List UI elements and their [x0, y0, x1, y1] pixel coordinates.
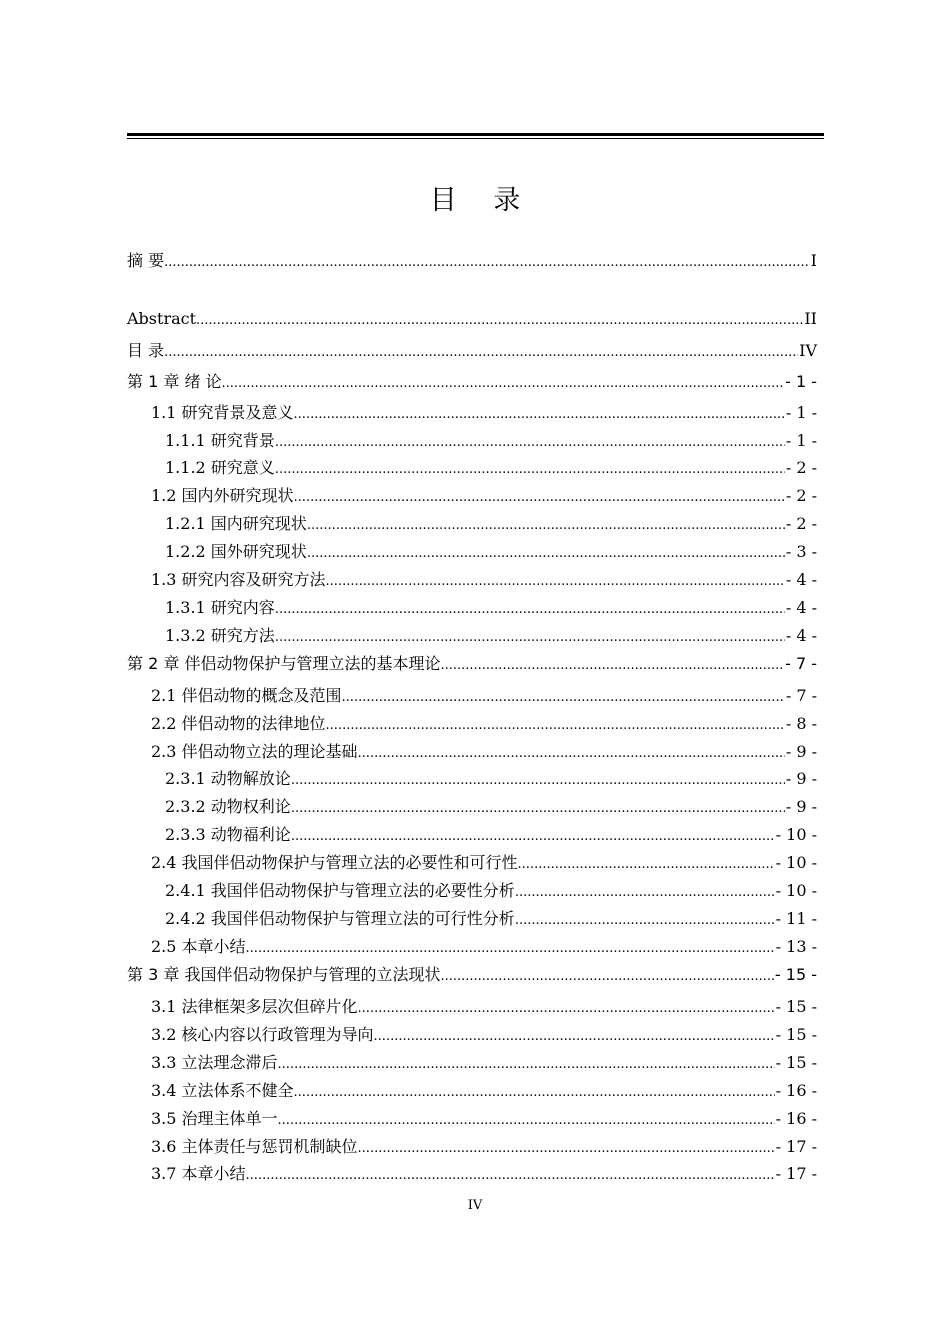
toc-entry-label: 3.6 主体责任与惩罚机制缺位 [151, 1137, 358, 1156]
toc-leader-dots [515, 882, 775, 904]
toc-entry[interactable] [151, 1108, 817, 1130]
toc-leader-dots [291, 798, 785, 820]
toc-leader-dots [275, 432, 785, 454]
toc-entry-label: 1.1.2 研究意义 [165, 458, 275, 477]
toc-leader-dots [275, 627, 785, 649]
toc-entry-page: - 4 - [785, 570, 817, 589]
toc-entry[interactable] [165, 768, 817, 790]
toc-entry-label: Abstract [127, 309, 197, 328]
page-number-footer: IV [467, 1198, 483, 1213]
toc-entry-page: - 1 - [785, 403, 817, 422]
toc-entry[interactable] [151, 1080, 817, 1102]
toc-entry-label: 1.2 国内外研究现状 [151, 486, 294, 505]
toc-entry-label: 3.1 法律框架多层次但碎片化 [151, 997, 358, 1016]
toc-entry-label: 1.1.1 研究背景 [165, 431, 275, 450]
toc-entry-page: II [804, 309, 817, 328]
toc-entry-page: - 9 - [785, 797, 817, 816]
header-rule-thick [127, 133, 824, 136]
toc-entry[interactable] [165, 597, 817, 619]
toc-entry-page: - 16 - [775, 1081, 817, 1100]
toc-entry-page: - 1 - [785, 372, 817, 391]
toc-entry[interactable] [151, 741, 817, 763]
toc-entry-page: - 4 - [785, 598, 817, 617]
toc-entry[interactable] [151, 569, 817, 591]
toc-leader-dots [294, 1082, 775, 1104]
toc-entry-page: - 15 - [775, 1053, 817, 1072]
toc-leader-dots [278, 1110, 775, 1132]
toc-entry-label: 2.2 伴侣动物的法律地位 [151, 714, 326, 733]
toc-entry-page: - 4 - [785, 626, 817, 645]
toc-entry-page: - 7 - [785, 686, 817, 705]
toc-entry-page: - 2 - [785, 514, 817, 533]
toc-entry[interactable] [151, 936, 817, 958]
toc-entry[interactable] [151, 1136, 817, 1158]
toc-entry-label: 2.3.2 动物权利论 [165, 797, 291, 816]
toc-entry[interactable] [165, 796, 817, 818]
toc-entry-label: 1.2.1 国内研究现状 [165, 514, 307, 533]
toc-entry-label: 摘 要 [127, 251, 165, 270]
toc-entry-page: - 9 - [785, 742, 817, 761]
toc-entry-label: 2.1 伴侣动物的概念及范围 [151, 686, 342, 705]
toc-entry-page: - 16 - [775, 1109, 817, 1128]
toc-entry[interactable] [127, 308, 817, 330]
toc-entry-page: - 11 - [775, 909, 817, 928]
toc-entry-label: 3.5 治理主体单一 [151, 1109, 278, 1128]
toc-leader-dots [294, 404, 785, 426]
toc-entry-page: - 15 - [775, 1025, 817, 1044]
toc-entry-page: - 17 - [775, 1137, 817, 1156]
toc-leader-dots [358, 743, 785, 765]
toc-entry-label: 2.4 我国伴侣动物保护与管理立法的必要性和可行性 [151, 853, 518, 872]
toc-entry[interactable] [165, 908, 817, 930]
toc-entry[interactable] [127, 371, 817, 393]
toc-entry-label: 第 3 章 我国伴侣动物保护与管理的立法现状 [127, 965, 441, 984]
toc-entry[interactable] [151, 713, 817, 735]
toc-leader-dots [307, 543, 785, 565]
toc-entry[interactable] [165, 513, 817, 535]
toc-entry-label: 3.4 立法体系不健全 [151, 1081, 294, 1100]
toc-entry-label: 1.1 研究背景及意义 [151, 403, 294, 422]
toc-leader-dots [440, 655, 784, 677]
header-rule-thin [127, 138, 824, 139]
toc-entry-page: - 9 - [785, 769, 817, 788]
toc-leader-dots [326, 571, 785, 593]
toc-leader-dots [307, 515, 785, 537]
toc-entry-label: 2.3.3 动物福利论 [165, 825, 291, 844]
toc-entry[interactable] [127, 964, 817, 986]
toc-entry-label: 1.2.2 国外研究现状 [165, 542, 307, 561]
toc-entry-label: 3.2 核心内容以行政管理为导向 [151, 1025, 374, 1044]
toc-entry-page: - 1 - [785, 431, 817, 450]
page-title: 目 录 [429, 185, 535, 216]
toc-leader-dots [326, 715, 785, 737]
toc-entry-page: IV [799, 341, 817, 360]
toc-leader-dots [291, 826, 775, 848]
toc-entry-label: 2.5 本章小结 [151, 937, 246, 956]
toc-entry[interactable] [165, 430, 817, 452]
toc-entry-label: 1.3 研究内容及研究方法 [151, 570, 326, 589]
toc-entry-label: 1.3.2 研究方法 [165, 626, 275, 645]
toc-entry-page: - 13 - [775, 937, 817, 956]
toc-entry-label: 2.3 伴侣动物立法的理论基础 [151, 742, 358, 761]
toc-entry[interactable] [165, 457, 817, 479]
toc-entry[interactable] [151, 685, 817, 707]
toc-entry-page: - 15 - [775, 997, 817, 1016]
toc-leader-dots [164, 252, 810, 274]
toc-entry-label: 第 2 章 伴侣动物保护与管理立法的基本理论 [127, 654, 441, 673]
toc-entry-label: 第 1 章 绪 论 [127, 372, 222, 391]
toc-entry-page: - 3 - [785, 542, 817, 561]
toc-entry[interactable] [151, 402, 817, 424]
toc-entry[interactable] [165, 880, 817, 902]
toc-entry-label: 1.3.1 研究内容 [165, 598, 275, 617]
toc-leader-dots [275, 599, 785, 621]
toc-entry-page: - 15 - [774, 965, 817, 984]
toc-entry-label: 2.4.1 我国伴侣动物保护与管理立法的必要性分析 [165, 881, 515, 900]
toc-entry-page: - 7 - [785, 654, 817, 673]
toc-entry-page: - 8 - [785, 714, 817, 733]
toc-entry-page: - 17 - [775, 1164, 817, 1183]
toc-entry-page: - 10 - [775, 853, 817, 872]
toc-leader-dots [291, 770, 785, 792]
toc-entry-page: I [810, 251, 817, 270]
toc-entry[interactable] [151, 996, 817, 1018]
toc-entry[interactable] [151, 1163, 817, 1185]
toc-leader-dots [342, 687, 785, 709]
toc-entry[interactable] [165, 824, 817, 846]
toc-entry-label: 2.4.2 我国伴侣动物保护与管理立法的可行性分析 [165, 909, 515, 928]
toc-leader-dots [374, 1026, 775, 1048]
toc-leader-dots [275, 459, 785, 481]
toc-entry-page: - 2 - [785, 486, 817, 505]
toc-leader-dots [196, 310, 803, 332]
toc-leader-dots [278, 1054, 775, 1076]
toc-entry[interactable] [151, 1024, 817, 1046]
toc-leader-dots [358, 998, 775, 1020]
toc-leader-dots [440, 966, 773, 988]
toc-entry[interactable] [127, 340, 817, 362]
toc-entry-page: - 2 - [785, 458, 817, 477]
toc-entry-page: - 10 - [775, 881, 817, 900]
toc-leader-dots [246, 938, 775, 960]
toc-entry-page: - 10 - [775, 825, 817, 844]
toc-leader-dots [164, 342, 798, 364]
toc-entry-label: 3.3 立法理念滞后 [151, 1053, 278, 1072]
toc-entry[interactable] [151, 1052, 817, 1074]
toc-entry-label: 目 录 [127, 341, 165, 360]
toc-leader-dots [246, 1165, 775, 1187]
toc-leader-dots [515, 910, 775, 932]
toc-entry-label: 3.7 本章小结 [151, 1164, 246, 1183]
toc-entry[interactable] [127, 250, 817, 272]
toc-leader-dots [518, 854, 775, 876]
toc-leader-dots [222, 373, 785, 395]
toc-leader-dots [358, 1138, 775, 1160]
toc-entry[interactable] [127, 653, 817, 675]
toc-entry[interactable] [151, 852, 817, 874]
toc-leader-dots [294, 487, 785, 509]
toc-entry-label: 2.3.1 动物解放论 [165, 769, 291, 788]
toc-entry[interactable] [165, 625, 817, 647]
toc-entry[interactable] [151, 485, 817, 507]
toc-entry[interactable] [165, 541, 817, 563]
